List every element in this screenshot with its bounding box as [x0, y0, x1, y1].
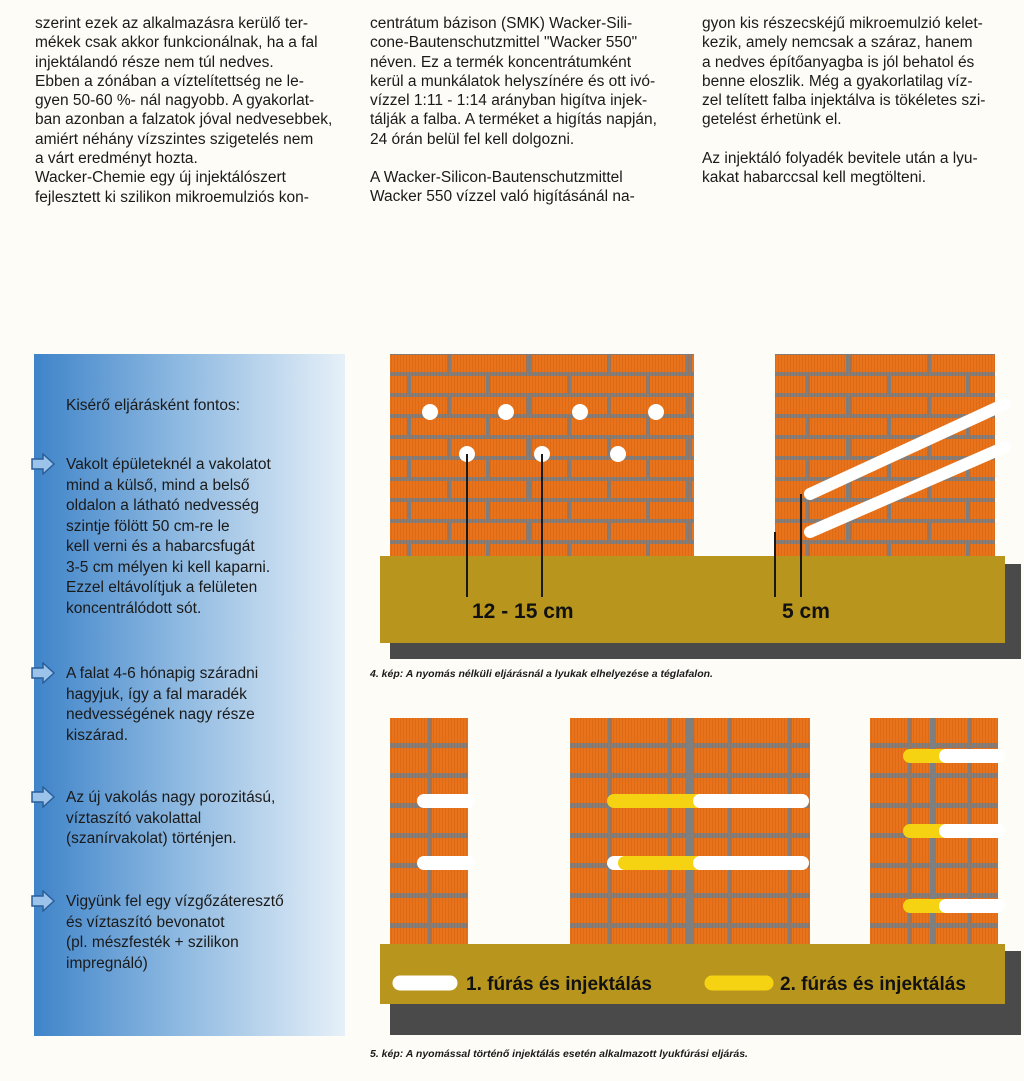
figure-4: [370, 352, 1022, 662]
figure-4-illustration: [370, 352, 1022, 662]
legend-label-1: 1. fúrás és injektálás: [466, 974, 652, 995]
measurement-label-right: 5 cm: [782, 600, 830, 623]
measurement-label-left: 12 - 15 cm: [472, 600, 574, 623]
sidebar-panel: [34, 354, 345, 1036]
col1-paragraph: szerint ezek az alkalmazásra kerülő ter- mékek csak akkor funkcionálnak, ha a fal injektálandó része nem túl nedves. Ebben a zónában a víztelítettség ne le- gyen 50-60 %- nál nagyobb. A gyakorlat- ban azonban a falzatok jóval nedvesebbek, amiért néhány vízszintes szigetelés nem a várt eredményt hozta. Wacker-Chemie egy új injektálószert fejlesztett ki szilikon mikroemulziós kon-: [35, 15, 333, 206]
sidebar-item-text: A falat 4-6 hónapig száradni hagyjuk, így a fal maradék nedvességének nagy része kiszárad.: [66, 665, 259, 744]
figure-5-illustration: [370, 716, 1022, 1036]
col3-paragraph-1: gyon kis részecskéjű mikroemulzió kelet- kezik, amely nemcsak a száraz, hanem a nedves építőanyagba is jól behatol és benne eloszlik. Még a gyakorlatilag víz- zel telített falba injektálva is tökéletes szi- getelést érhetünk el.: [702, 15, 986, 129]
arrow-right-icon: [30, 453, 56, 475]
arrow-right-icon: [30, 890, 56, 912]
text-column-3: [702, 14, 1007, 187]
sidebar-intro: Kisérő eljárásként fontos:: [66, 397, 241, 414]
col2-paragraph-2: A Wacker-Silicon-Bautenschutzmittel Wacker 550 vízzel való higításánál na-: [370, 169, 635, 206]
sidebar-item-text: Vigyünk fel egy vízgőzáteresztő és víztaszító bevonatot (pl. mészfesték + szilikon impregnáló): [66, 893, 284, 972]
col2-paragraph-1: centrátum bázison (SMK) Wacker-Sili- cone-Bautenschutzmittel "Wacker 550" néven. Ez a termék koncentrátumként kerül a munkálatok helyszínére és ott ivó- vízzel 1:11 - 1:14 arányban higítva injek- tálják a falba. A terméket a higítás napján, 24 órán belül fel kell dolgozni.: [370, 15, 657, 148]
arrow-right-icon: [30, 786, 56, 808]
sidebar-item-text: Az új vakolás nagy porozitású, víztaszító vakolattal (szanírvakolat) történjen.: [66, 789, 276, 847]
sidebar-item-text: Vakolt épületeknél a vakolatot mind a külső, mind a belső oldalon a látható nedvesség szintje fölött 50 cm-re le kell verni és a habarcsfugát 3-5 cm mélyen ki kell kaparni. Ezzel eltávolítjuk a felületen koncentrálódott sót.: [66, 456, 271, 617]
legend-label-2: 2. fúrás és injektálás: [780, 974, 966, 995]
figure-5: [370, 716, 1022, 1036]
figure-5-caption: 5. kép: A nyomással történő injektálás esetén alkalmazott lyukfúrási eljárás.: [370, 1048, 748, 1060]
text-column-1: [35, 14, 345, 207]
text-column-2: [370, 14, 680, 207]
figure-4-caption: 4. kép: A nyomás nélküli eljárásnál a lyukak elhelyezése a téglafalon.: [370, 668, 713, 680]
arrow-right-icon: [30, 662, 56, 684]
col3-paragraph-2: Az injektáló folyadék bevitele után a lyu- kakat habarccsal kell megtölteni.: [702, 149, 978, 187]
